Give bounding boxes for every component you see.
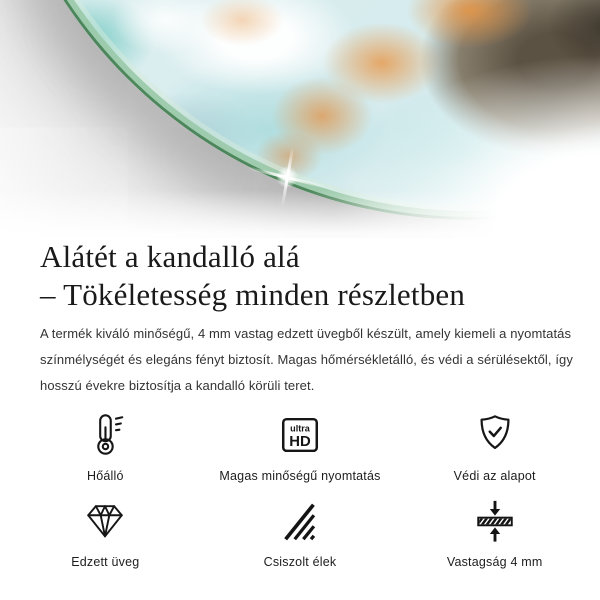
feature-tempered-glass <box>8 498 203 570</box>
ultra-hd-icon-text-hd: HD <box>289 434 311 451</box>
shield-check-icon <box>472 412 518 458</box>
thickness-icon <box>472 498 518 544</box>
description-line: A termék kiváló minőségű, 4 mm vastag edzett üvegből készült, amely kiemeli a nyomtatás <box>40 326 572 341</box>
feature-heat-resistant <box>8 412 203 484</box>
thermometer-icon <box>82 412 128 458</box>
ultra-hd-icon <box>277 412 323 458</box>
diamond-icon <box>82 498 128 544</box>
feature-label: Magas minőségű nyomtatás <box>219 469 381 483</box>
glass-hearth-pad-photo <box>0 0 600 220</box>
page-title <box>40 238 560 314</box>
feature-label: Edzett üveg <box>71 555 140 569</box>
feature-protects-base <box>397 412 592 484</box>
description-line: színmélységét és elegáns fényt biztosít. Magas hőmérsékletálló, és védi a sérülésektől, így <box>40 352 573 367</box>
product-hero-image <box>0 0 600 238</box>
title-line-1: Alátét a kandalló alá <box>40 239 300 274</box>
feature-label: Vastagság 4 mm <box>446 555 543 569</box>
feature-label: Csiszolt élek <box>263 555 337 569</box>
feature-label: Hőálló <box>87 469 124 483</box>
feature-thickness-4mm <box>397 498 592 570</box>
feature-high-quality-print <box>203 412 398 484</box>
title-line-2: – Tökéletesség minden részletben <box>40 277 466 312</box>
product-description <box>40 321 573 399</box>
feature-label: Védi az alapot <box>453 469 536 483</box>
description-line: hosszú évekre biztosítja a kandalló körüli teret. <box>40 378 315 393</box>
ultra-hd-icon-text-ultra: ultra <box>290 423 310 434</box>
product-info-section <box>0 238 600 570</box>
feature-polished-edges <box>203 498 398 570</box>
polished-edges-icon <box>277 498 323 544</box>
features-grid <box>8 412 592 570</box>
